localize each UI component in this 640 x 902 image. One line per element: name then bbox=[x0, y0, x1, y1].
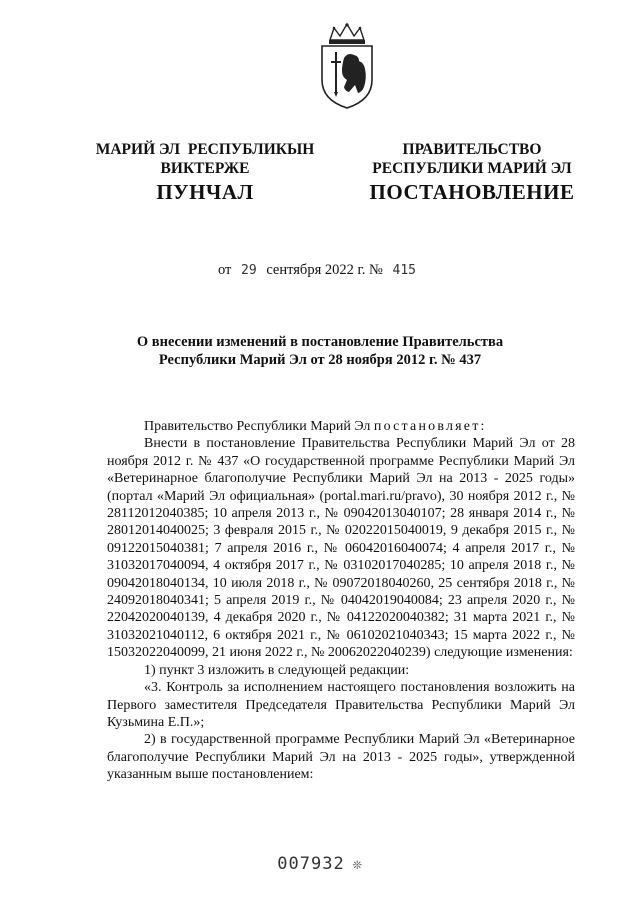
doc-number: 415 bbox=[392, 263, 416, 278]
stamp-mark-icon: ❊ bbox=[352, 855, 363, 873]
doc-type-russian: ПОСТАНОВЛЕНИЕ bbox=[369, 180, 575, 204]
date-line bbox=[0, 262, 640, 279]
doc-type-mari: ПУНЧАЛ bbox=[156, 180, 254, 204]
body-item1: 1) пункт 3 изложить в следующей редакции: bbox=[144, 662, 410, 678]
body-item2: 2) в государственной программе Республики Марий Эл «Ветеринарное благополучие Республики Марий Эл на 2013 - 2025 годы», утвержденной указанным выше постановлением: bbox=[107, 732, 575, 783]
header-left-line2: ВИКТЕРЖЕ bbox=[160, 160, 250, 177]
serial-number: 007932 bbox=[277, 854, 345, 874]
coat-of-arms-icon bbox=[316, 22, 378, 110]
body-lead bbox=[107, 418, 575, 435]
lead-name: Правительство Республики Марий Эл bbox=[144, 419, 371, 434]
serial-stamp bbox=[0, 854, 640, 874]
title-line2: Республики Марий Эл от 28 ноября 2012 г. № 437 bbox=[158, 352, 482, 368]
body-item1-text: «3. Контроль за исполнением настоящего постановления возложить на Первого заместителя Председателя Правительства Республики Марий Эл Кузьмина Е.П.»; bbox=[107, 680, 575, 730]
date-month-year: сентября 2022 г. № bbox=[266, 262, 383, 278]
date-prefix: от bbox=[218, 262, 232, 278]
title-line1: О внесении изменений в постановление Правительства bbox=[136, 334, 504, 350]
header-left-line1: МАРИЙ ЭЛ РЕСПУБЛИКЫН bbox=[95, 141, 315, 158]
date-day: 29 bbox=[241, 263, 257, 278]
body-para1: Внести в постановление Правительства Республики Марий Эл от 28 ноября 2012 г. № 437 «О государственной программе Республики Марий Эл «Ветеринарное благополучие Республики Марий Эл на 2013 - 2025 годы» (портал «Марий Эл официальная» (portal.mari.ru/pravo), 30 ноября 2012 г., № 28112012040385; 10 апреля 2013 г., № 09042013040107; 28 января 2014 г., № 28012014040025; 3 февраля 2015 г., № 02022015040019, 9 декабря 2015 г., № 09122015040381; 7 апреля 2016 г., № 06042016040074; 4 апреля 2017 г., № 31032017040094, 4 октября 2017 г., № 03102017040285; 10 апреля 2018 г., № 09042018040134, 10 июля 2018 г., № 09072018040260, 25 сентября 2018 г., № 24092018040341; 5 апреля 2019 г., № 04042019040084; 23 апреля 2020 г., № 22042020040139, 4 декабря 2020 г., № 04122020040382; 31 марта 2021 г., № 31032021040112, 6 октября 2021 г., № 06102021040343; 15 марта 2022 г., № 15032022040099, 21 июня 2022 г., № 20062022040239) следующие изменения: bbox=[107, 436, 575, 661]
header-right-line2: РЕСПУБЛИКИ МАРИЙ ЭЛ bbox=[372, 160, 572, 177]
header-russian-name bbox=[352, 140, 592, 178]
document-title bbox=[60, 333, 580, 369]
lead-verb: постановляет: bbox=[373, 419, 487, 434]
header-mari-name bbox=[85, 140, 325, 178]
header-right-line1: ПРАВИТЕЛЬСТВО bbox=[402, 141, 542, 158]
document-body bbox=[107, 418, 575, 784]
